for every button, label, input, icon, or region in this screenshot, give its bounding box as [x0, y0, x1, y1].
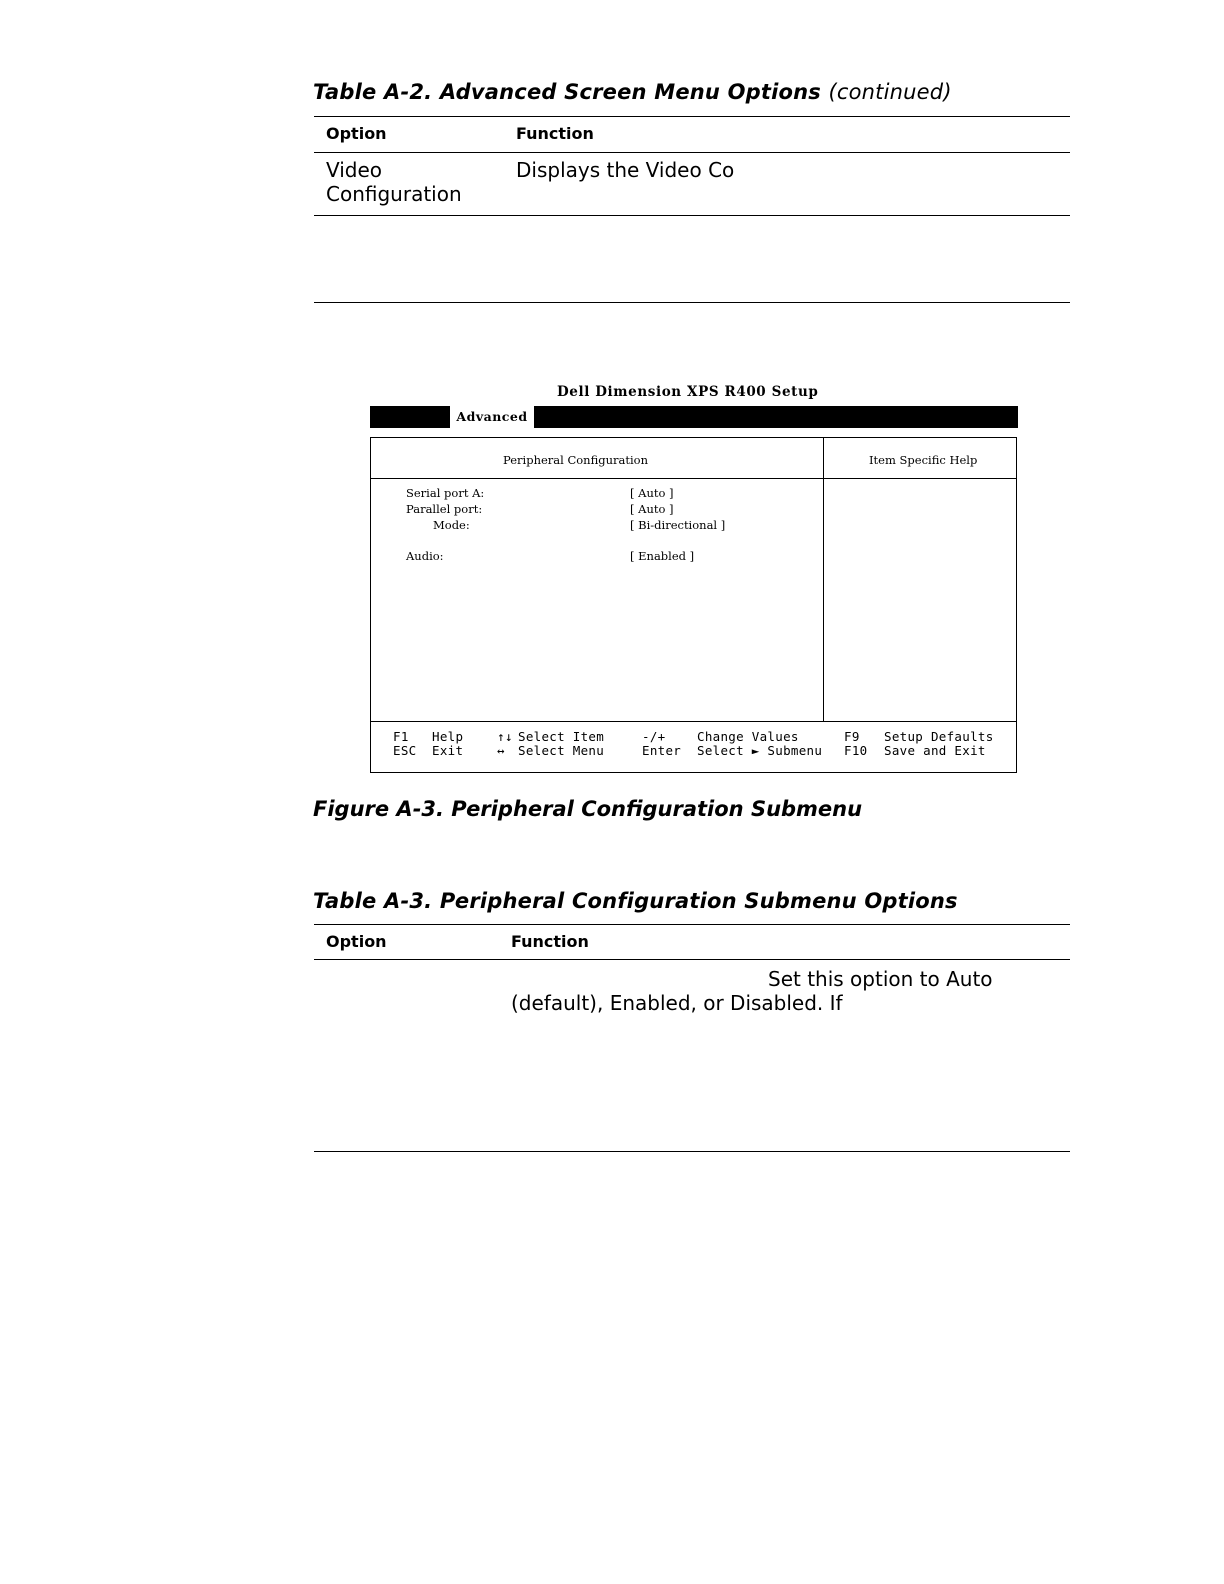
- bios-screen-title: Dell Dimension XPS R400 Setup: [557, 384, 819, 400]
- table-a2-row-rule: [314, 215, 1070, 216]
- footer-key-enter: Enter: [642, 743, 682, 758]
- footer-updown-arrows-icon: ↑↓: [497, 729, 513, 744]
- footer-label-save-and-exit: Save and Exit: [884, 743, 986, 758]
- table-a2-row-function: Displays the Video Co: [516, 158, 735, 182]
- setting-label-parallel-port: Parallel port:: [406, 502, 483, 516]
- footer-label-exit: Exit: [432, 743, 464, 758]
- table-a2-bottom-rule: [314, 302, 1070, 303]
- table-a2-option-line1: Video: [326, 158, 383, 182]
- table-a2-option-line2: Configuration: [326, 182, 462, 206]
- bios-footer-divider: [370, 721, 1017, 722]
- footer-label-select-item: Select Item: [518, 729, 605, 744]
- table-a2-header-option: Option: [326, 124, 387, 143]
- table-a2-caption: [313, 80, 952, 104]
- footer-key-f10: F10: [844, 743, 868, 758]
- footer-key-minus-plus: -/+: [642, 729, 666, 744]
- setting-value-audio[interactable]: [ Enabled ]: [630, 549, 695, 563]
- setting-label-audio: Audio:: [406, 549, 444, 563]
- table-a3-top-rule: [314, 924, 1070, 925]
- table-a2-row-option: [326, 158, 462, 206]
- table-a3-header-function: Function: [511, 932, 589, 951]
- bios-help-title: Item Specific Help: [869, 453, 978, 467]
- figure-a3-caption: Figure A-3. Peripheral Configuration Submenu: [313, 797, 863, 821]
- footer-label-select-menu: Select Menu: [518, 743, 605, 758]
- table-a3-caption: Table A-3. Peripheral Configuration Submenu Options: [313, 889, 958, 913]
- footer-label-select-submenu: Select ► Submenu: [697, 743, 823, 758]
- footer-leftright-arrows-icon: ↔: [497, 743, 505, 758]
- table-a2-header-rule: [314, 152, 1070, 153]
- table-a2-caption-main: Table A-2. Advanced Screen Menu Options: [313, 80, 821, 104]
- footer-label-change-values: Change Values: [697, 729, 799, 744]
- table-a3-bottom-rule: [314, 1151, 1070, 1152]
- setting-value-serial-port-a[interactable]: [ Auto ]: [630, 486, 674, 500]
- table-a2-caption-continued: (continued): [828, 80, 952, 104]
- setting-value-mode[interactable]: [ Bi-directional ]: [630, 518, 726, 532]
- footer-key-f1: F1: [393, 729, 409, 744]
- bios-help-divider: [823, 437, 824, 722]
- table-a3-header-rule: [314, 959, 1070, 960]
- footer-label-help: Help: [432, 729, 464, 744]
- bios-panel-title: Peripheral Configuration: [503, 453, 649, 467]
- bios-panel-title-divider: [370, 478, 1017, 479]
- table-a3-function-line2: (default), Enabled, or Disabled. If: [511, 991, 843, 1015]
- table-a3-function-line1: Set this option to Auto: [768, 967, 993, 991]
- footer-key-f9: F9: [844, 729, 860, 744]
- bios-menu-tab-advanced[interactable]: Advanced: [450, 406, 534, 428]
- setting-label-serial-port-a: Serial port A:: [406, 486, 485, 500]
- footer-label-setup-defaults: Setup Defaults: [884, 729, 994, 744]
- setting-label-mode: Mode:: [433, 518, 470, 532]
- table-a2-top-rule: [314, 116, 1070, 117]
- table-a2-header-function: Function: [516, 124, 594, 143]
- table-a3-header-option: Option: [326, 932, 387, 951]
- setting-value-parallel-port[interactable]: [ Auto ]: [630, 502, 674, 516]
- footer-key-esc: ESC: [393, 743, 417, 758]
